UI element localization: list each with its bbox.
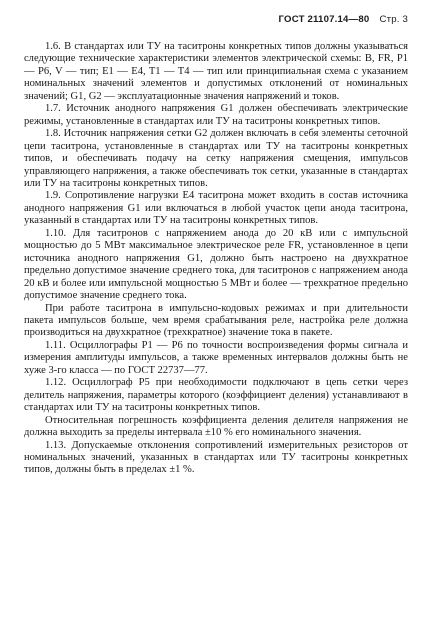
paragraph-1-10: 1.10. Для таситронов с напряжением анода до 20 кВ или с импульсной мощностью до 5 МВт максимальное электрическое реле FR, установленное в цепи источника анодного напряжения G1, должно быть настроено на двухкратное предельно допустимое значение среднего тока, для таситронов с напряжением анода 20 кВ и более или импульсной мощностью 5 МВт и более — трехкратное предельно допустимое значение среднего тока. — [24, 227, 408, 302]
paragraph-1-12-note: Относительная погрешность коэффициента деления делителя напряжения не должна выходить за пределы интервала ±10 % его номинального значения. — [24, 414, 408, 439]
paragraph-1-11: 1.11. Осциллографы P1 — P6 по точности воспроизведения формы сигнала и измерения амплитуды импульсов, а также временных интервалов должны быть не хуже 3-го класса — по ГОСТ 22737—77. — [24, 339, 408, 376]
paragraph-1-10-note: При работе таситрона в импульсно-кодовых режимах и при длительности пакета импульсов больше, чем время срабатывания реле, настройка реле должна производиться на двухкратное (трехкратное) значение тока в пакете. — [24, 302, 408, 339]
paragraph-1-9: 1.9. Сопротивление нагрузки E4 таситрона может входить в состав источника анодного напряжения G1 или включаться в любой участок цепи анода таситрона, указанный в стандартах или ТУ на таситроны конкретных типов. — [24, 190, 408, 227]
standard-number: ГОСТ 21107.14—80 — [278, 14, 370, 25]
paragraph-1-7: 1.7. Источник анодного напряжения G1 должен обеспечивать электрические режимы, установленные в стандартах или ТУ на таситроны конкретных типов. — [24, 103, 408, 127]
paragraph-1-6: 1.6. В стандартах или ТУ на таситроны конкретных типов должны указываться следующие технические характеристики элементов электрической схемы: B, FR, P1 — P6, V — тип; E1 — E4, T1 — T4 — тип или принципиальная схема с указанием номинальных значений элементов и допустимых отклонений от номинальных значений; G1, G2 — эксплуатационные значения напряжений и токов. — [24, 41, 408, 102]
page-header — [24, 14, 408, 30]
paragraph-1-13: 1.13. Допускаемые отклонения сопротивлений измерительных резисторов от номинальных значений, указанных в стандартах или ТУ таситроны конкретных типов, должны быть в пределах ±1 %. — [24, 439, 408, 476]
paragraph-1-8: 1.8. Источник напряжения сетки G2 должен включать в себя элементы сеточной цепи таситрона, установленные в стандартах или ТУ на таситроны конкретных типов, и обеспечивать подачу на сетку напряжения смещения, импульсов управляющего напряжения, а также обеспечивать ток сетки, указанные в стандартах или ТУ на таситроны конкретных типов. — [24, 128, 408, 189]
document-body — [24, 41, 408, 477]
paragraph-1-12: 1.12. Осциллограф P5 при необходимости подключают в цепь сетки через делитель напряжения, параметры которого (коэффициент деления) устанавливают в стандартах или ТУ на таситроны конкретных типов. — [24, 377, 408, 414]
page-number: Стр. 3 — [379, 14, 408, 25]
